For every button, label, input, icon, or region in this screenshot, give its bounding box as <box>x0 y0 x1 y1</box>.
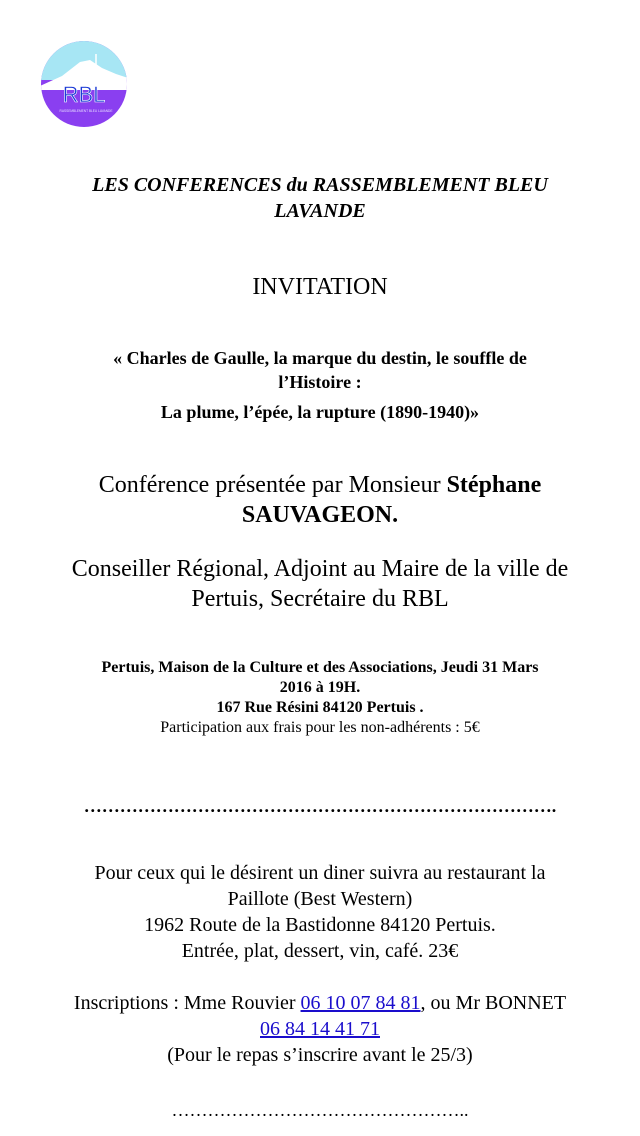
talk-title <box>20 346 620 424</box>
logo-letters: RBL <box>62 82 106 107</box>
inscriptions-note: (Pour le repas s’inscrire avant le 25/3) <box>167 1044 473 1066</box>
dinner-line-4: Entrée, plat, dessert, vin, café. 23€ <box>181 940 459 962</box>
dinner-line-3: 1962 Route de la Bastidonne 84120 Pertuis. <box>144 914 496 936</box>
dinner-info <box>20 860 620 964</box>
venue-line-1: Pertuis, Maison de la Culture et des Associations, Jeudi 31 Mars <box>101 659 539 676</box>
phone-link-rouvier[interactable]: 06 10 07 84 81 <box>300 992 421 1014</box>
inscriptions-prefix: Inscriptions : Mme Rouvier <box>73 992 301 1014</box>
speaker-role-line-2: Pertuis, Secrétaire du RBL <box>191 586 449 612</box>
venue-address: 167 Rue Résini 84120 Pertuis . <box>216 699 424 716</box>
invitation-heading: INVITATION <box>252 274 388 300</box>
venue <box>20 658 620 738</box>
inscriptions <box>20 990 620 1068</box>
speaker-last-name: SAUVAGEON. <box>241 502 399 528</box>
dinner-line-1: Pour ceux qui le désirent un diner suivra au restaurant la <box>94 862 546 884</box>
series-title-line-1: LES CONFERENCES du RASSEMBLEMENT BLEU <box>92 174 548 196</box>
speaker-first-name: Stéphane <box>446 472 542 498</box>
speaker-prefix: Conférence présentée par Monsieur <box>98 472 447 498</box>
participation-fee: Participation aux frais pour les non-adhérents : 5€ <box>160 719 480 736</box>
venue-line-2: 2016 à 19H. <box>279 679 361 696</box>
logo-small-text: RASSEMBLEMENT BLEU LAVANDE <box>59 109 113 113</box>
series-title-line-2: LAVANDE <box>274 200 366 222</box>
separator-1: ……………………………………………………………………. <box>83 796 557 816</box>
rbl-logo <box>40 40 128 128</box>
speaker <box>20 470 620 530</box>
speaker-role <box>20 554 620 614</box>
talk-title-line-2: l’Histoire : <box>278 372 362 392</box>
series-title <box>20 172 620 224</box>
separator-2: ………………………………………….. <box>171 1100 469 1120</box>
phone-link-bonnet[interactable]: 06 84 14 41 71 <box>260 1018 380 1040</box>
speaker-role-line-1: Conseiller Régional, Adjoint au Maire de la ville de <box>71 556 569 582</box>
talk-subtitle: La plume, l’épée, la rupture (1890-1940)» <box>160 402 480 422</box>
inscriptions-middle: , ou Mr BONNET <box>420 992 567 1014</box>
talk-title-line-1: « Charles de Gaulle, la marque du destin, le souffle de <box>113 348 527 368</box>
dinner-line-2: Paillote (Best Western) <box>227 888 413 910</box>
